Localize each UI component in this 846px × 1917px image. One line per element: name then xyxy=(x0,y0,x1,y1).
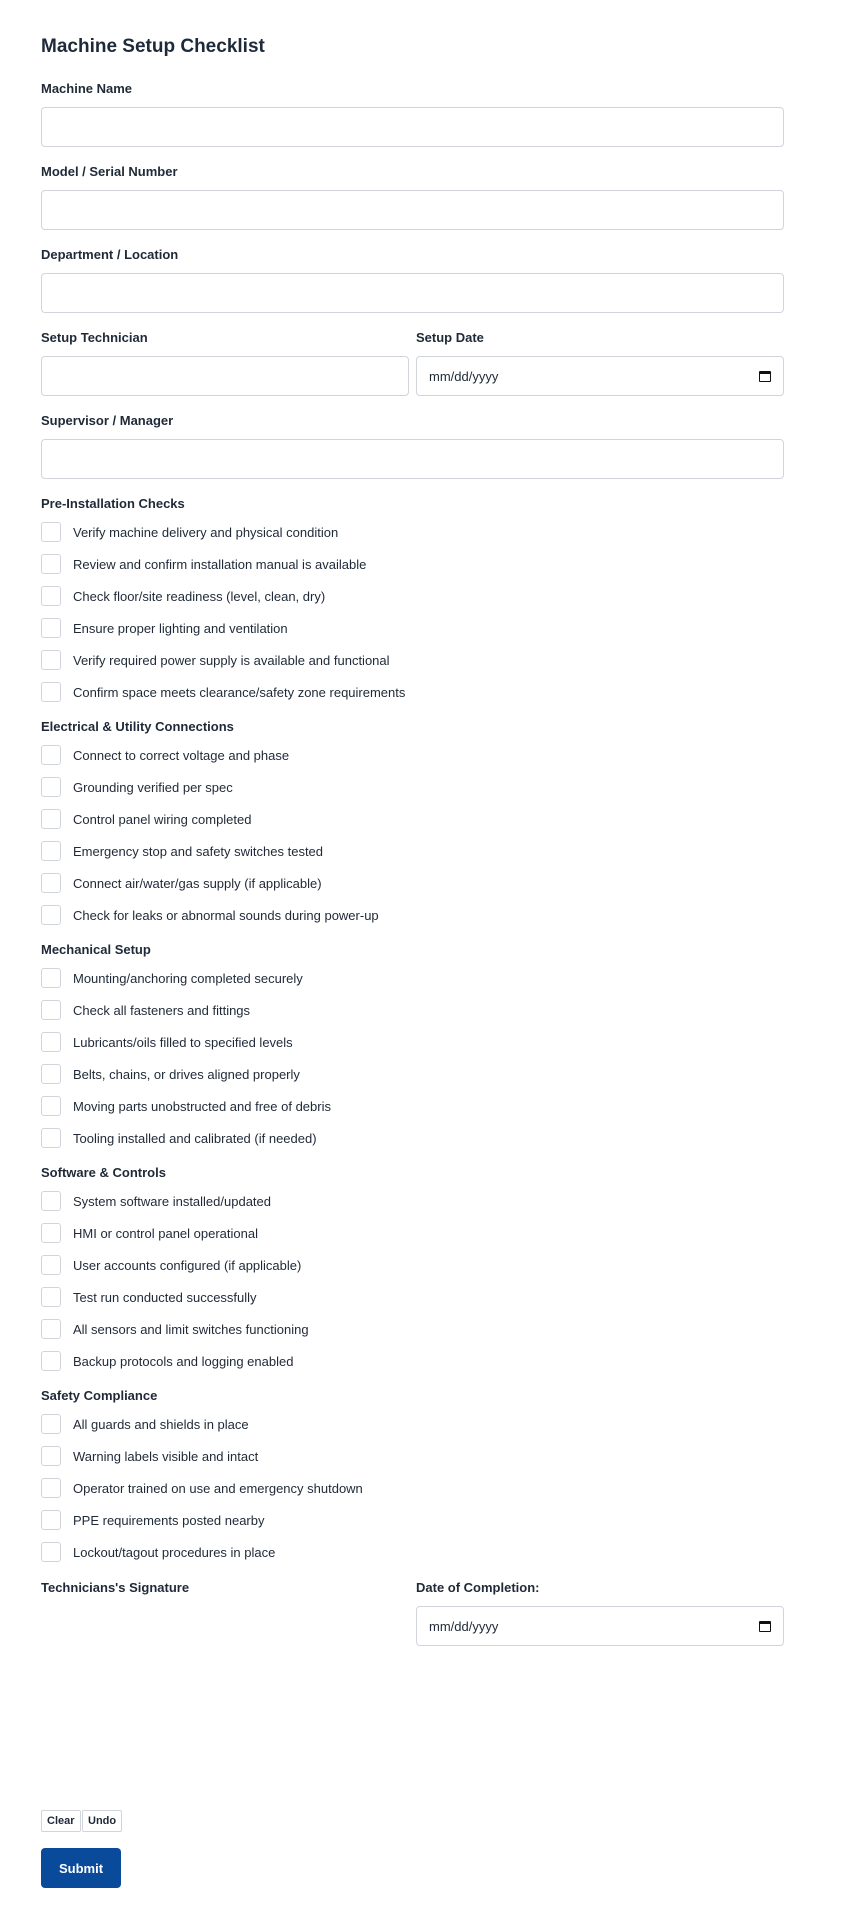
checklist-item-label: Emergency stop and safety switches tested xyxy=(73,843,324,859)
checklist-item[interactable] xyxy=(41,999,250,1021)
checkbox[interactable] xyxy=(41,522,61,542)
checkbox[interactable] xyxy=(41,1064,61,1084)
checklist-item-label: Check for leaks or abnormal sounds during power-up xyxy=(73,907,379,923)
checklist-item-label: Verify machine delivery and physical condition xyxy=(73,524,339,540)
checklist-item[interactable] xyxy=(41,617,288,639)
checklist-item-label: Mounting/anchoring completed securely xyxy=(73,970,303,986)
department-input[interactable] xyxy=(41,273,784,313)
calendar-icon[interactable] xyxy=(759,1621,771,1632)
checklist-item[interactable] xyxy=(41,744,289,766)
checkbox[interactable] xyxy=(41,586,61,606)
setup-date-label: Setup Date xyxy=(416,330,484,345)
checklist-item[interactable] xyxy=(41,1318,309,1340)
checklist-item-label: Lubricants/oils filled to specified levels xyxy=(73,1034,293,1050)
checkbox[interactable] xyxy=(41,1542,61,1562)
checkbox[interactable] xyxy=(41,777,61,797)
checklist-item[interactable] xyxy=(41,1350,293,1372)
setup-technician-input[interactable] xyxy=(41,356,409,396)
checklist-item[interactable] xyxy=(41,1541,275,1563)
checklist-item[interactable] xyxy=(41,1127,317,1149)
checklist-item[interactable] xyxy=(41,808,251,830)
form-title: Machine Setup Checklist xyxy=(41,36,265,57)
checklist-item[interactable] xyxy=(41,1031,293,1053)
section-title-software: Software & Controls xyxy=(41,1165,166,1180)
completion-date-label: Date of Completion: xyxy=(416,1580,540,1595)
checkbox[interactable] xyxy=(41,554,61,574)
checklist-item[interactable] xyxy=(41,649,390,671)
model-serial-label: Model / Serial Number xyxy=(41,164,178,179)
checkbox[interactable] xyxy=(41,1351,61,1371)
checkbox[interactable] xyxy=(41,1287,61,1307)
checklist-item[interactable] xyxy=(41,521,338,543)
section-title-mechanical: Mechanical Setup xyxy=(41,942,151,957)
submit-button[interactable]: Submit xyxy=(41,1848,121,1888)
checkbox[interactable] xyxy=(41,682,61,702)
setup-date-input[interactable] xyxy=(416,356,784,396)
signature-label: Technicians's Signature xyxy=(41,1580,190,1595)
section-title-safety: Safety Compliance xyxy=(41,1388,158,1403)
checklist-item[interactable] xyxy=(41,1095,331,1117)
checklist-item-label: Check floor/site readiness (level, clean, dry) xyxy=(73,588,326,604)
model-serial-input[interactable] xyxy=(41,190,784,230)
supervisor-label: Supervisor / Manager xyxy=(41,413,174,428)
checklist-item[interactable] xyxy=(41,904,379,926)
checkbox[interactable] xyxy=(41,1319,61,1339)
checklist-item-label: HMI or control panel operational xyxy=(73,1225,258,1241)
setup-technician-label: Setup Technician xyxy=(41,330,148,345)
checklist-item[interactable] xyxy=(41,1509,265,1531)
checkbox[interactable] xyxy=(41,905,61,925)
checklist-item-label: All sensors and limit switches functioning xyxy=(73,1321,309,1337)
supervisor-input[interactable] xyxy=(41,439,784,479)
section-title-electrical: Electrical & Utility Connections xyxy=(41,719,234,734)
checkbox[interactable] xyxy=(41,1191,61,1211)
checkbox[interactable] xyxy=(41,1032,61,1052)
checklist-item[interactable] xyxy=(41,1190,271,1212)
checkbox[interactable] xyxy=(41,1128,61,1148)
checklist-item-label: All guards and shields in place xyxy=(73,1416,249,1432)
checklist-item[interactable] xyxy=(41,1222,258,1244)
checkbox[interactable] xyxy=(41,841,61,861)
checkbox[interactable] xyxy=(41,1223,61,1243)
checklist-item-label: User accounts configured (if applicable) xyxy=(73,1257,302,1273)
checkbox[interactable] xyxy=(41,1510,61,1530)
checklist-item-label: Review and confirm installation manual is available xyxy=(73,556,367,572)
machine-name-input[interactable] xyxy=(41,107,784,147)
setup-date-placeholder: mm/dd/yyyy xyxy=(429,368,499,384)
checklist-item-label: Test run conducted successfully xyxy=(73,1289,257,1305)
section-title-pre-installation: Pre-Installation Checks xyxy=(41,496,185,511)
checkbox[interactable] xyxy=(41,650,61,670)
checklist-item[interactable] xyxy=(41,1254,301,1276)
calendar-icon[interactable] xyxy=(759,371,771,382)
checklist-item-label: Warning labels visible and intact xyxy=(73,1448,259,1464)
checkbox[interactable] xyxy=(41,1096,61,1116)
checklist-item-label: Control panel wiring completed xyxy=(73,811,252,827)
checklist-item[interactable] xyxy=(41,1063,300,1085)
checklist-item[interactable] xyxy=(41,1477,363,1499)
checklist-item[interactable] xyxy=(41,553,366,575)
checklist-item[interactable] xyxy=(41,840,323,862)
checklist-item-label: Backup protocols and logging enabled xyxy=(73,1353,294,1369)
completion-date-input[interactable] xyxy=(416,1606,784,1646)
clear-button[interactable]: Clear xyxy=(41,1810,81,1832)
checkbox[interactable] xyxy=(41,745,61,765)
checklist-item-label: Connect to correct voltage and phase xyxy=(73,747,290,763)
checklist-item-label: Moving parts unobstructed and free of debris xyxy=(73,1098,331,1114)
checklist-item-label: Operator trained on use and emergency shutdown xyxy=(73,1480,363,1496)
machine-name-label: Machine Name xyxy=(41,81,133,96)
checkbox[interactable] xyxy=(41,1446,61,1466)
department-label: Department / Location xyxy=(41,247,179,262)
checklist-item-label: Ensure proper lighting and ventilation xyxy=(73,620,288,636)
checkbox[interactable] xyxy=(41,809,61,829)
checklist-item[interactable] xyxy=(41,585,325,607)
checklist-item-label: Verify required power supply is available and functional xyxy=(73,652,390,668)
checkbox[interactable] xyxy=(41,1414,61,1434)
checkbox[interactable] xyxy=(41,873,61,893)
checklist-item-label: Connect air/water/gas supply (if applicable) xyxy=(73,875,322,891)
checkbox[interactable] xyxy=(41,1255,61,1275)
checkbox[interactable] xyxy=(41,1000,61,1020)
checklist-item-label: PPE requirements posted nearby xyxy=(73,1512,265,1528)
checklist-item-label: Lockout/tagout procedures in place xyxy=(73,1544,276,1560)
checklist-item-label: Tooling installed and calibrated (if needed) xyxy=(73,1130,317,1146)
checklist-item-label: Confirm space meets clearance/safety zone requirements xyxy=(73,684,406,700)
checklist-item[interactable] xyxy=(41,681,405,703)
checklist-item[interactable] xyxy=(41,1445,258,1467)
completion-date-placeholder: mm/dd/yyyy xyxy=(429,1618,499,1634)
checklist-item[interactable] xyxy=(41,872,322,894)
checklist-item-label: Grounding verified per spec xyxy=(73,779,233,795)
checklist-item-label: Belts, chains, or drives aligned properly xyxy=(73,1066,300,1082)
checklist-item[interactable] xyxy=(41,967,303,989)
checklist-item[interactable] xyxy=(41,1413,249,1435)
undo-button[interactable]: Undo xyxy=(82,1810,122,1832)
checklist-item-label: System software installed/updated xyxy=(73,1193,271,1209)
checklist-item[interactable] xyxy=(41,1286,257,1308)
checklist-item-label: Check all fasteners and fittings xyxy=(73,1002,251,1018)
checkbox[interactable] xyxy=(41,968,61,988)
checkbox[interactable] xyxy=(41,1478,61,1498)
signature-pad[interactable] xyxy=(41,1604,409,1800)
checkbox[interactable] xyxy=(41,618,61,638)
checklist-item[interactable] xyxy=(41,776,233,798)
